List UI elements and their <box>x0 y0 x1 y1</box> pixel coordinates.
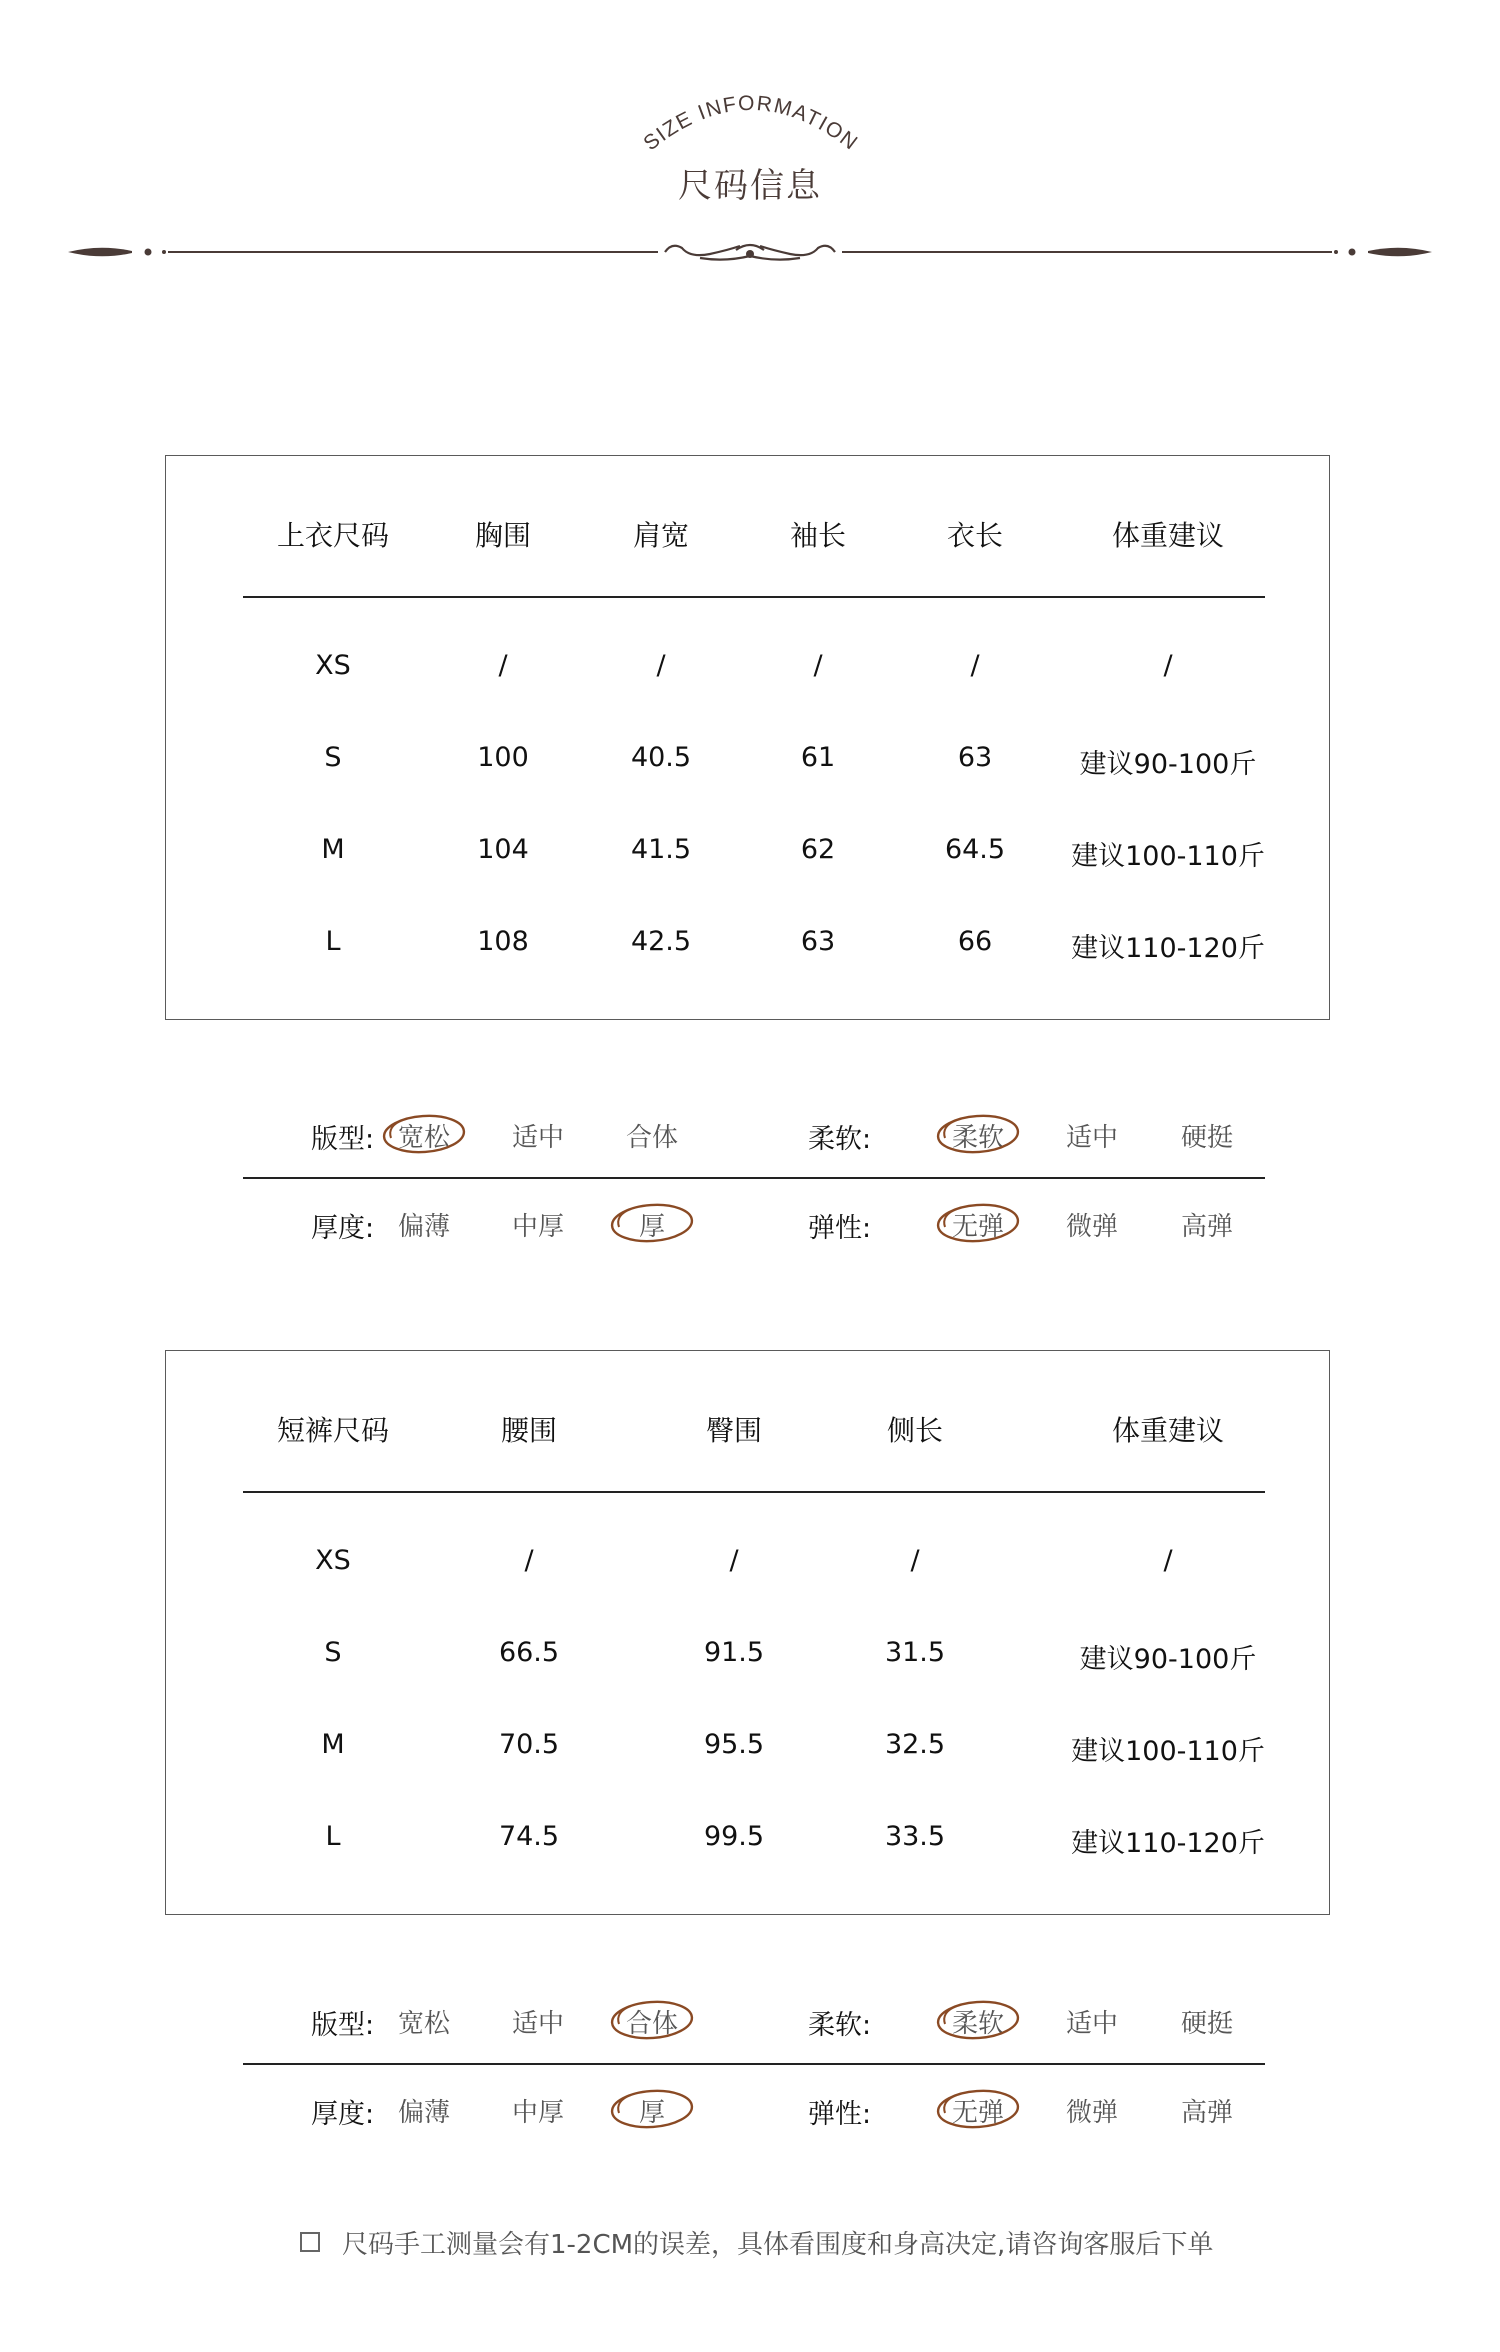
bottom-fit-label: 版型: <box>311 2010 375 2041</box>
bottom-attributes-rule <box>243 2063 1265 2065</box>
top-fit-label: 版型: <box>311 1124 375 1155</box>
top-table-cell: 建议100-110斤 <box>1071 841 1265 872</box>
top-fit-option: 合体 <box>625 1123 679 1153</box>
bottom-header-cell: 侧长 <box>886 1414 944 1447</box>
top-fit-selected-circle-icon <box>381 1112 467 1156</box>
top-thickness-option: 偏薄 <box>397 1212 451 1242</box>
top-table-cell: 41.5 <box>630 834 692 865</box>
bottom-fit-option: 适中 <box>511 2009 565 2039</box>
top-attributes-rule <box>243 1177 1265 1179</box>
bottom-elasticity-option: 微弹 <box>1065 2098 1119 2128</box>
top-softness-option: 柔软 <box>951 1123 1005 1153</box>
size-information-subtitle: SIZE INFORMATION <box>639 91 863 156</box>
bottom-table-cell: 95.5 <box>703 1729 765 1760</box>
bottom-table-cell: 74.5 <box>498 1821 560 1852</box>
bottom-elasticity-selected-circle-icon <box>935 2087 1021 2131</box>
top-softness-selected-circle-icon <box>935 1112 1021 1156</box>
bottom-softness-selected-circle-icon <box>935 1998 1021 2042</box>
bottom-softness-option: 硬挺 <box>1180 2009 1234 2039</box>
bottom-header-cell: 臀围 <box>705 1414 763 1447</box>
footnote-text: 尺码手工测量会有1-2CM的误差，具体看围度和身高决定,请咨询客服后下单 <box>342 2229 1214 2260</box>
top-table-cell: / <box>656 650 666 681</box>
bottom-table-cell: S <box>324 1637 342 1668</box>
bottom-thickness-selected-circle-icon <box>609 2087 695 2131</box>
top-table-cell: 61 <box>800 742 836 773</box>
bottom-table-cell: 33.5 <box>884 1821 946 1852</box>
top-table-cell: / <box>970 650 980 681</box>
top-table-cell: 66 <box>957 926 993 957</box>
top-table-cell: 108 <box>477 926 529 957</box>
top-header-cell: 肩宽 <box>632 519 690 552</box>
top-thickness-option: 中厚 <box>511 1212 565 1242</box>
top-elasticity-selected-circle-icon <box>935 1201 1021 1245</box>
top-table-cell: / <box>498 650 508 681</box>
top-table-cell: L <box>325 926 341 957</box>
top-table-cell: 104 <box>477 834 529 865</box>
bottom-softness-label: 柔软: <box>808 2010 872 2041</box>
bottom-table-cell: 建议100-110斤 <box>1071 1736 1265 1767</box>
top-fit-option: 宽松 <box>397 1123 451 1153</box>
bottom-table-cell: XS <box>315 1545 351 1576</box>
top-elasticity-label: 弹性: <box>808 1213 872 1244</box>
bottom-table-cell: / <box>524 1545 534 1576</box>
bottom-header-rule <box>243 1491 1265 1493</box>
bottom-table-cell: M <box>321 1729 345 1760</box>
bottom-elasticity-option: 无弹 <box>951 2098 1005 2128</box>
bottom-fit-selected-circle-icon <box>609 1998 695 2042</box>
bottom-table-cell: 32.5 <box>884 1729 946 1760</box>
top-table-cell: 100 <box>477 742 529 773</box>
top-thickness-label: 厚度: <box>311 1213 375 1244</box>
top-header-cell: 袖长 <box>789 519 847 552</box>
bottom-thickness-option: 偏薄 <box>397 2098 451 2128</box>
top-table-cell: S <box>324 742 342 773</box>
bottom-thickness-label: 厚度: <box>311 2099 375 2130</box>
top-table-cell: / <box>813 650 823 681</box>
top-header-rule <box>243 596 1265 598</box>
bottom-table-cell: 91.5 <box>703 1637 765 1668</box>
top-elasticity-option: 微弹 <box>1065 1212 1119 1242</box>
bottom-table-cell: 31.5 <box>884 1637 946 1668</box>
bottom-thickness-option: 厚 <box>638 2098 666 2128</box>
bottom-table-cell: 70.5 <box>498 1729 560 1760</box>
bottom-softness-option: 柔软 <box>951 2009 1005 2039</box>
size-information-arc-text <box>600 80 900 170</box>
bottom-softness-option: 适中 <box>1065 2009 1119 2039</box>
footnote-checkbox-icon <box>300 2232 320 2252</box>
footnote <box>300 2222 1213 2262</box>
bottom-thickness-option: 中厚 <box>511 2098 565 2128</box>
bottom-table-cell: 66.5 <box>498 1637 560 1668</box>
bottom-header-cell: 体重建议 <box>1111 1414 1225 1447</box>
top-table-cell: M <box>321 834 345 865</box>
page-title: 尺码信息 <box>678 166 822 206</box>
bottom-table-cell: / <box>729 1545 739 1576</box>
top-softness-option: 硬挺 <box>1180 1123 1234 1153</box>
bottom-fit-option: 宽松 <box>397 2009 451 2039</box>
top-elasticity-option: 无弹 <box>951 1212 1005 1242</box>
top-table-cell: / <box>1163 650 1173 681</box>
top-header-cell: 胸围 <box>474 519 532 552</box>
top-table-cell: 63 <box>957 742 993 773</box>
top-thickness-selected-circle-icon <box>609 1201 695 1245</box>
bottom-elasticity-label: 弹性: <box>808 2099 872 2130</box>
bottom-header-cell: 短裤尺码 <box>276 1414 390 1447</box>
bottom-table-cell: / <box>910 1545 920 1576</box>
top-table-cell: 64.5 <box>944 834 1006 865</box>
bottom-table-cell: 99.5 <box>703 1821 765 1852</box>
bottom-table-cell: 建议110-120斤 <box>1071 1828 1265 1859</box>
top-header-cell: 衣长 <box>946 519 1004 552</box>
bottom-table-cell: L <box>325 1821 341 1852</box>
top-table-cell: 62 <box>800 834 836 865</box>
bottom-elasticity-option: 高弹 <box>1180 2098 1234 2128</box>
top-table-cell: XS <box>315 650 351 681</box>
ornamental-divider <box>60 232 1440 272</box>
top-table-cell: 建议110-120斤 <box>1071 933 1265 964</box>
bottom-table-cell: 建议90-100斤 <box>1079 1644 1257 1675</box>
bottom-header-cell: 腰围 <box>500 1414 558 1447</box>
top-header-cell: 上衣尺码 <box>276 519 390 552</box>
top-fit-option: 适中 <box>511 1123 565 1153</box>
top-table-cell: 63 <box>800 926 836 957</box>
top-table-cell: 42.5 <box>630 926 692 957</box>
top-thickness-option: 厚 <box>638 1212 666 1242</box>
bottom-table-cell: / <box>1163 1545 1173 1576</box>
top-elasticity-option: 高弹 <box>1180 1212 1234 1242</box>
svg-text:SIZE INFORMATION <box>639 92 862 155</box>
bottom-fit-option: 合体 <box>625 2009 679 2039</box>
top-softness-option: 适中 <box>1065 1123 1119 1153</box>
top-table-cell: 40.5 <box>630 742 692 773</box>
top-header-cell: 体重建议 <box>1111 519 1225 552</box>
top-softness-label: 柔软: <box>808 1124 872 1155</box>
top-table-cell: 建议90-100斤 <box>1079 749 1257 780</box>
